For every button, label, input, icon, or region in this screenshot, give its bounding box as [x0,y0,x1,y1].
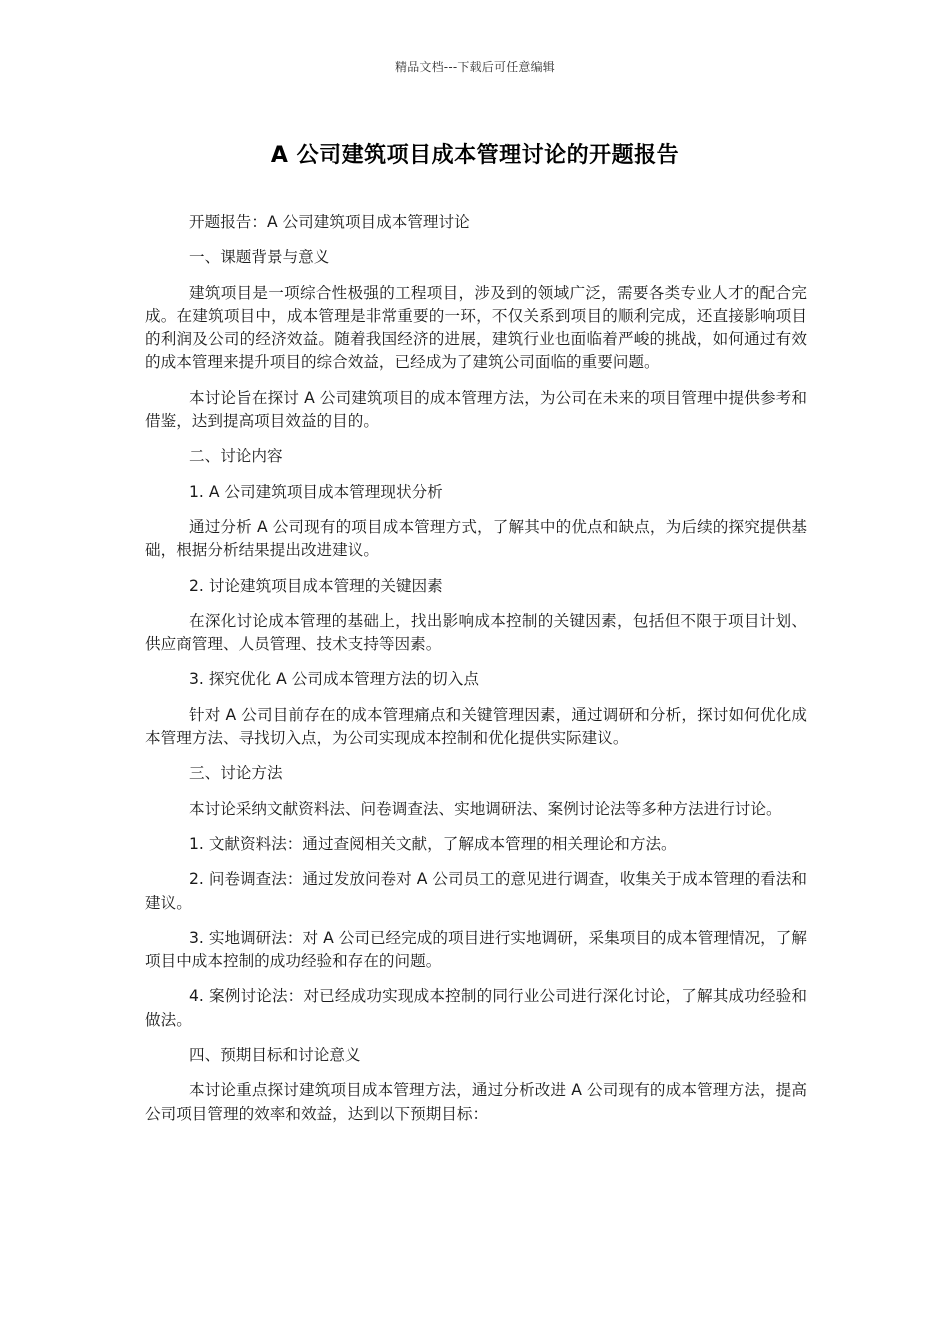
document-body [145,211,807,1138]
method-item-1: 1. 文献资料法：通过查阅相关文献，了解成本管理的相关理论和方法。 [189,834,677,853]
body-paragraph: 针对 A 公司目前存在的成本管理痛点和关键管理因素，通过调研和分析，探讨如何优化成本管理方法、寻找切入点，为公司实现成本控制和优化提供实际建议。 [145,705,807,748]
method-item-4: 4. 案例讨论法：对已经成功实现成本控制的同行业公司进行深化讨论，了解其成功经验和做法。 [145,987,807,1029]
body-paragraph: 本讨论重点探讨建筑项目成本管理方法，通过分析改进 A 公司现有的成本管理方法，提高公司项目管理的效率和效益，达到以下预期目标： [145,1081,807,1123]
section-heading-content: 二、讨论内容 [189,447,283,466]
subheading-item-3: 3. 探究优化 A 公司成本管理方法的切入点 [189,670,479,689]
document-title: A 公司建筑项目成本管理讨论的开题报告 [270,143,680,168]
section-heading-methods: 三、讨论方法 [189,764,283,783]
section-heading-goals: 四、预期目标和讨论意义 [189,1046,361,1065]
method-item-3: 3. 实地调研法：对 A 公司已经完成的项目进行实地调研，采集项目的成本管理情况，了解项目中成本控制的成功经验和存在的问题。 [145,928,807,971]
subheading-item-1: 1. A 公司建筑项目成本管理现状分析 [189,482,443,501]
section-heading-background: 一、课题背景与意义 [189,248,330,267]
header-note: 精品文档---下载后可任意编辑 [395,60,555,74]
body-paragraph: 在深化讨论成本管理的基础上，找出影响成本控制的关键因素，包括但不限于项目计划、供应商管理、人员管理、技术支持等因素。 [145,611,807,654]
subheading-item-2: 2. 讨论建筑项目成本管理的关键因素 [189,576,443,595]
body-paragraph: 本讨论采纳文献资料法、问卷调查法、实地调研法、案例讨论法等多种方法进行讨论。 [189,799,782,818]
body-paragraph: 通过分析 A 公司现有的项目成本管理方式，了解其中的优点和缺点，为后续的探究提供基础，根据分析结果提出改进建议。 [145,517,807,560]
body-paragraph: 建筑项目是一项综合性极强的工程项目，涉及到的领域广泛，需要各类专业人才的配合完成。在建筑项目中，成本管理是非常重要的一环，不仅关系到项目的顺利完成，还直接影响项目的利润及公司的经济效益。随着我国经济的进展，建筑行业也面临着严峻的挑战，如何通过有效的成本管理来提升项目的综合效益，已经成为了建筑公司面临的重要问题。 [145,283,807,372]
method-item-2: 2. 问卷调查法：通过发放问卷对 A 公司员工的意见进行调查，收集关于成本管理的看法和建议。 [145,870,807,912]
body-paragraph: 本讨论旨在探讨 A 公司建筑项目的成本管理方法，为公司在未来的项目管理中提供参考和借鉴，达到提高项目效益的目的。 [145,388,807,431]
report-subject: 开题报告：A 公司建筑项目成本管理讨论 [189,213,470,231]
